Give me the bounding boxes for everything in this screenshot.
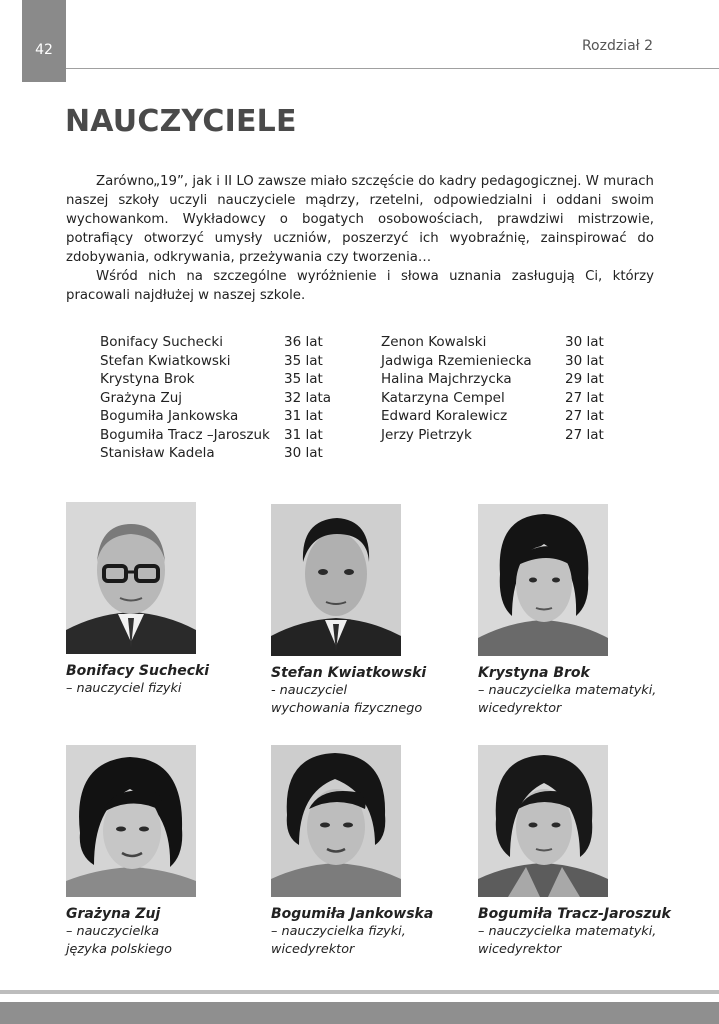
years-row <box>381 370 604 389</box>
portrait-card <box>66 745 196 959</box>
years-count: 27 lat <box>565 408 604 424</box>
portrait-name: Krystyna Brok <box>478 665 590 681</box>
portrait-name: Bogumiła Jankowska <box>271 906 434 922</box>
teacher-name: Jerzy Pietrzyk <box>381 426 472 443</box>
years-count: 27 lat <box>565 389 604 406</box>
portrait-name: Bonifacy Suchecki <box>66 663 210 679</box>
years-row <box>381 426 604 445</box>
teacher-name: Katarzyna Cempel <box>381 389 505 406</box>
teacher-name: Stefan Kwiatkowski <box>100 352 231 369</box>
years-row <box>381 407 604 426</box>
years-row <box>100 352 331 371</box>
footer-rule <box>0 990 719 994</box>
portrait-role: wychowania fizycznego <box>271 701 423 716</box>
portrait-card <box>478 504 656 718</box>
portrait-role: – nauczycielka matematyki, <box>478 683 657 698</box>
page-number-tab <box>22 0 66 82</box>
portrait-name: Stefan Kwiatkowski <box>271 665 427 681</box>
years-row <box>381 389 604 408</box>
portrait-role: wicedyrektor <box>271 942 355 957</box>
footer-band <box>0 1002 719 1024</box>
years-row <box>381 333 604 352</box>
portrait-card <box>271 504 426 718</box>
years-row <box>100 426 331 445</box>
intro-paragraph: Wśród nich na szczególne wyróżnienie i słowa uznania zasługują Ci, którzy pracowali najdłużej w naszej szkole. <box>66 269 654 303</box>
portrait-photo <box>478 745 608 897</box>
teacher-name: Bogumiła Tracz –Jaroszuk <box>100 426 270 443</box>
years-count: 29 lat <box>565 371 604 387</box>
portrait-photo <box>271 745 401 897</box>
years-list-right <box>381 333 604 444</box>
portrait-card <box>66 502 209 698</box>
portrait-role: – nauczycielka matematyki, <box>478 924 657 939</box>
portrait-photo <box>478 504 608 656</box>
portrait-role: – nauczycielka fizyki, <box>271 924 406 939</box>
teacher-name: Jadwiga Rzemieniecka <box>381 352 532 369</box>
portrait-role: - nauczyciel <box>271 683 348 698</box>
years-row <box>100 444 331 463</box>
portrait-card <box>271 745 433 959</box>
teacher-name: Grażyna Zuj <box>100 389 183 406</box>
page-number: 42 <box>35 42 53 58</box>
years-count: 27 lat <box>565 426 604 443</box>
chapter-label: Rozdział 2 <box>581 38 653 54</box>
portrait-name: Grażyna Zuj <box>66 906 161 922</box>
portrait-role: wicedyrektor <box>478 942 562 957</box>
page-title: NAUCZYCIELE <box>65 104 297 139</box>
portrait-card <box>478 745 671 959</box>
teacher-name: Halina Majchrzycka <box>381 371 512 387</box>
teacher-name: Stanisław Kadela <box>100 445 215 461</box>
years-count: 32 lata <box>284 389 332 406</box>
portrait-photo <box>66 745 196 897</box>
portrait-role: – nauczycielka <box>66 924 160 939</box>
portrait-photo <box>66 502 196 654</box>
years-count: 36 lat <box>284 334 323 350</box>
header-divider <box>66 68 719 69</box>
years-count: 35 lat <box>284 371 323 387</box>
years-list-left <box>100 333 331 463</box>
years-row <box>100 407 331 426</box>
teacher-name: Krystyna Brok <box>100 371 195 387</box>
years-count: 31 lat <box>284 426 323 443</box>
intro-paragraph: Zarówno„19”, jak i II LO zawsze miało szczęście do kadry pedagogicznej. W murach naszej szkoły uczyli nauczyciele mądrzy, rzetelni, odpowiedzialni i oddani swoim wychowankom. Wykładowcy o bogatych osobowościach, prawdziwi mistrzowie, potrafiący otworzyć umysły uczniów, poszerzyć ich wyobraźnię, zainspirować do zdobywania, odkrywania, przeżywania czy tworzenia… <box>66 174 654 265</box>
teacher-name: Bonifacy Suchecki <box>100 334 223 350</box>
teacher-name: Zenon Kowalski <box>381 334 487 350</box>
portrait-name: Bogumiła Tracz-Jaroszuk <box>478 906 671 922</box>
intro-text <box>66 172 654 305</box>
years-row <box>100 389 331 408</box>
years-row <box>100 333 331 352</box>
years-count: 30 lat <box>565 352 604 369</box>
years-row <box>100 370 331 389</box>
teacher-name: Edward Koralewicz <box>381 408 508 424</box>
years-count: 31 lat <box>284 408 323 424</box>
portrait-role: – nauczyciel fizyki <box>66 681 182 696</box>
portrait-photo <box>271 504 401 656</box>
years-count: 30 lat <box>284 445 323 461</box>
teacher-name: Bogumiła Jankowska <box>100 408 239 424</box>
years-count: 30 lat <box>565 334 604 350</box>
portrait-role: wicedyrektor <box>478 701 562 716</box>
years-row <box>381 352 604 371</box>
portrait-role: języka polskiego <box>66 942 173 957</box>
years-count: 35 lat <box>284 352 323 369</box>
